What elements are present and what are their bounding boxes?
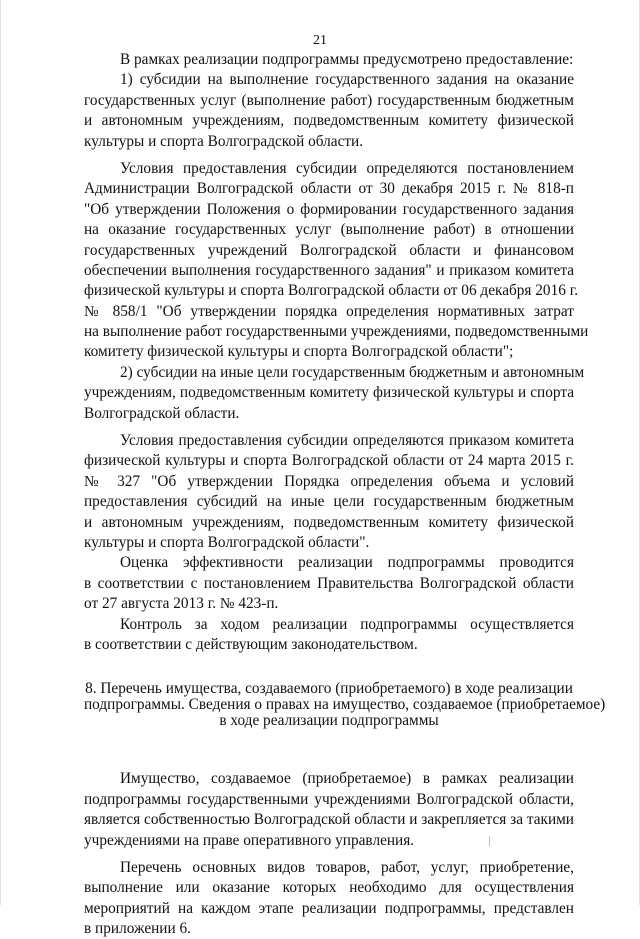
text-line: на оказание государственных услуг (выполнение работ) в отношении [84,221,574,239]
heading-line: в ходе реализации подпрограммы [219,712,439,730]
text-line: является собственностью Волгоградской области и закрепляется за такими [84,811,574,829]
text-line: "Об утверждении Положения о формировании государственного задания [84,200,574,218]
text-line: государственных услуг (выполнение работ) государственным бюджетным [84,91,574,109]
text-line: № 858/1 "Об утверждении порядка определения нормативных затрат [84,302,574,320]
text-line: в соответствии с действующим законодательством. [84,635,418,653]
text-line: Администрации Волгоградской области от 30 декабря 2015 г. № 818-п [84,180,574,198]
text-line: учреждениям, подведомственным комитету физической культуры и спорта [84,384,574,402]
text-line: государственных учреждений Волгоградской области и финансовом [84,241,574,259]
paragraph [84,159,589,363]
text-line: Имущество, создаваемое (приобретаемое) в рамках реализации [120,770,574,788]
paragraph [84,615,574,656]
text-line: Перечень основных видов товаров, работ, услуг, приобретение, [120,858,574,876]
text-line: Оценка эффективности реализации подпрограммы проводится [120,554,574,572]
paragraph [84,769,574,851]
paragraph-list [84,50,589,655]
text-line: физической культуры и спорта Волгоградской области от 24 марта 2015 г. [84,452,574,470]
scan-left-edge [0,0,1,905]
paragraph [84,363,585,424]
text-line: выполнение или оказание которых необходимо для осуществления [84,879,574,897]
text-line: культуры и спорта Волгоградской области. [84,132,364,150]
text-line: подпрограммы государственными учреждениями Волгоградской области, [84,790,574,808]
text-line: и автономным учреждениям, подведомственным комитету физической [84,513,574,531]
paragraph [84,553,574,614]
text-line: в приложении 6. [84,920,191,938]
paragraph [84,431,574,553]
text-line: Волгоградской области. [84,404,240,422]
paragraph [84,70,574,152]
text-line: № 327 "Об утверждении Порядка определения объема и условий [84,472,574,490]
text-line: Контроль за ходом реализации подпрограммы осуществляется [120,615,574,633]
text-line: комитету физической культуры и спорта Волгоградской области"; [84,343,514,361]
text-line: обеспечении выполнения государственного задания" и приказом комитета [84,261,574,279]
text-line: культуры и спорта Волгоградской области". [84,533,370,551]
paragraph [84,858,574,939]
text-line: в соответствии с постановлением Правительства Волгоградской области [84,574,574,592]
text-line: В рамках реализации подпрограммы предусмотрено предоставление: [120,51,574,68]
text-line: 2) субсидии на иные цели государственным бюджетным и автономным [120,363,585,381]
text-line: учреждениями на праве оперативного управления. [84,831,415,849]
paragraph [84,50,574,70]
section-heading [84,680,606,730]
section-paragraph-list [84,769,574,939]
text-line: Условия предоставления субсидии определяются постановлением [120,159,574,177]
page-number: 21 [313,33,327,48]
text-line: на выполнение работ государственными учреждениями, подведомственными [84,323,589,341]
heading-line: подпрограммы. Сведения о правах на имущество, создаваемое (приобретаемое) [84,696,606,714]
heading-line: 8. Перечень имущества, создаваемого (приобретаемого) в ходе реализации [85,680,573,698]
text-line: физической культуры и спорта Волгоградской области от 06 декабря 2016 г. [84,282,579,300]
scan-mark [489,836,490,846]
text-line: 1) субсидии на выполнение государственного задания на оказание [120,71,574,89]
text-line: и автономным учреждениям, подведомственным комитету физической [84,112,574,130]
text-line: Условия предоставления субсидии определяются приказом комитета [120,432,574,450]
text-line: мероприятий на каждом этапе реализации подпрограммы, представлен [84,899,574,917]
text-line: предоставления субсидий на иные цели государственным бюджетным [84,493,574,511]
document-body [84,50,606,939]
text-line: от 27 августа 2013 г. № 423-п. [84,595,279,613]
